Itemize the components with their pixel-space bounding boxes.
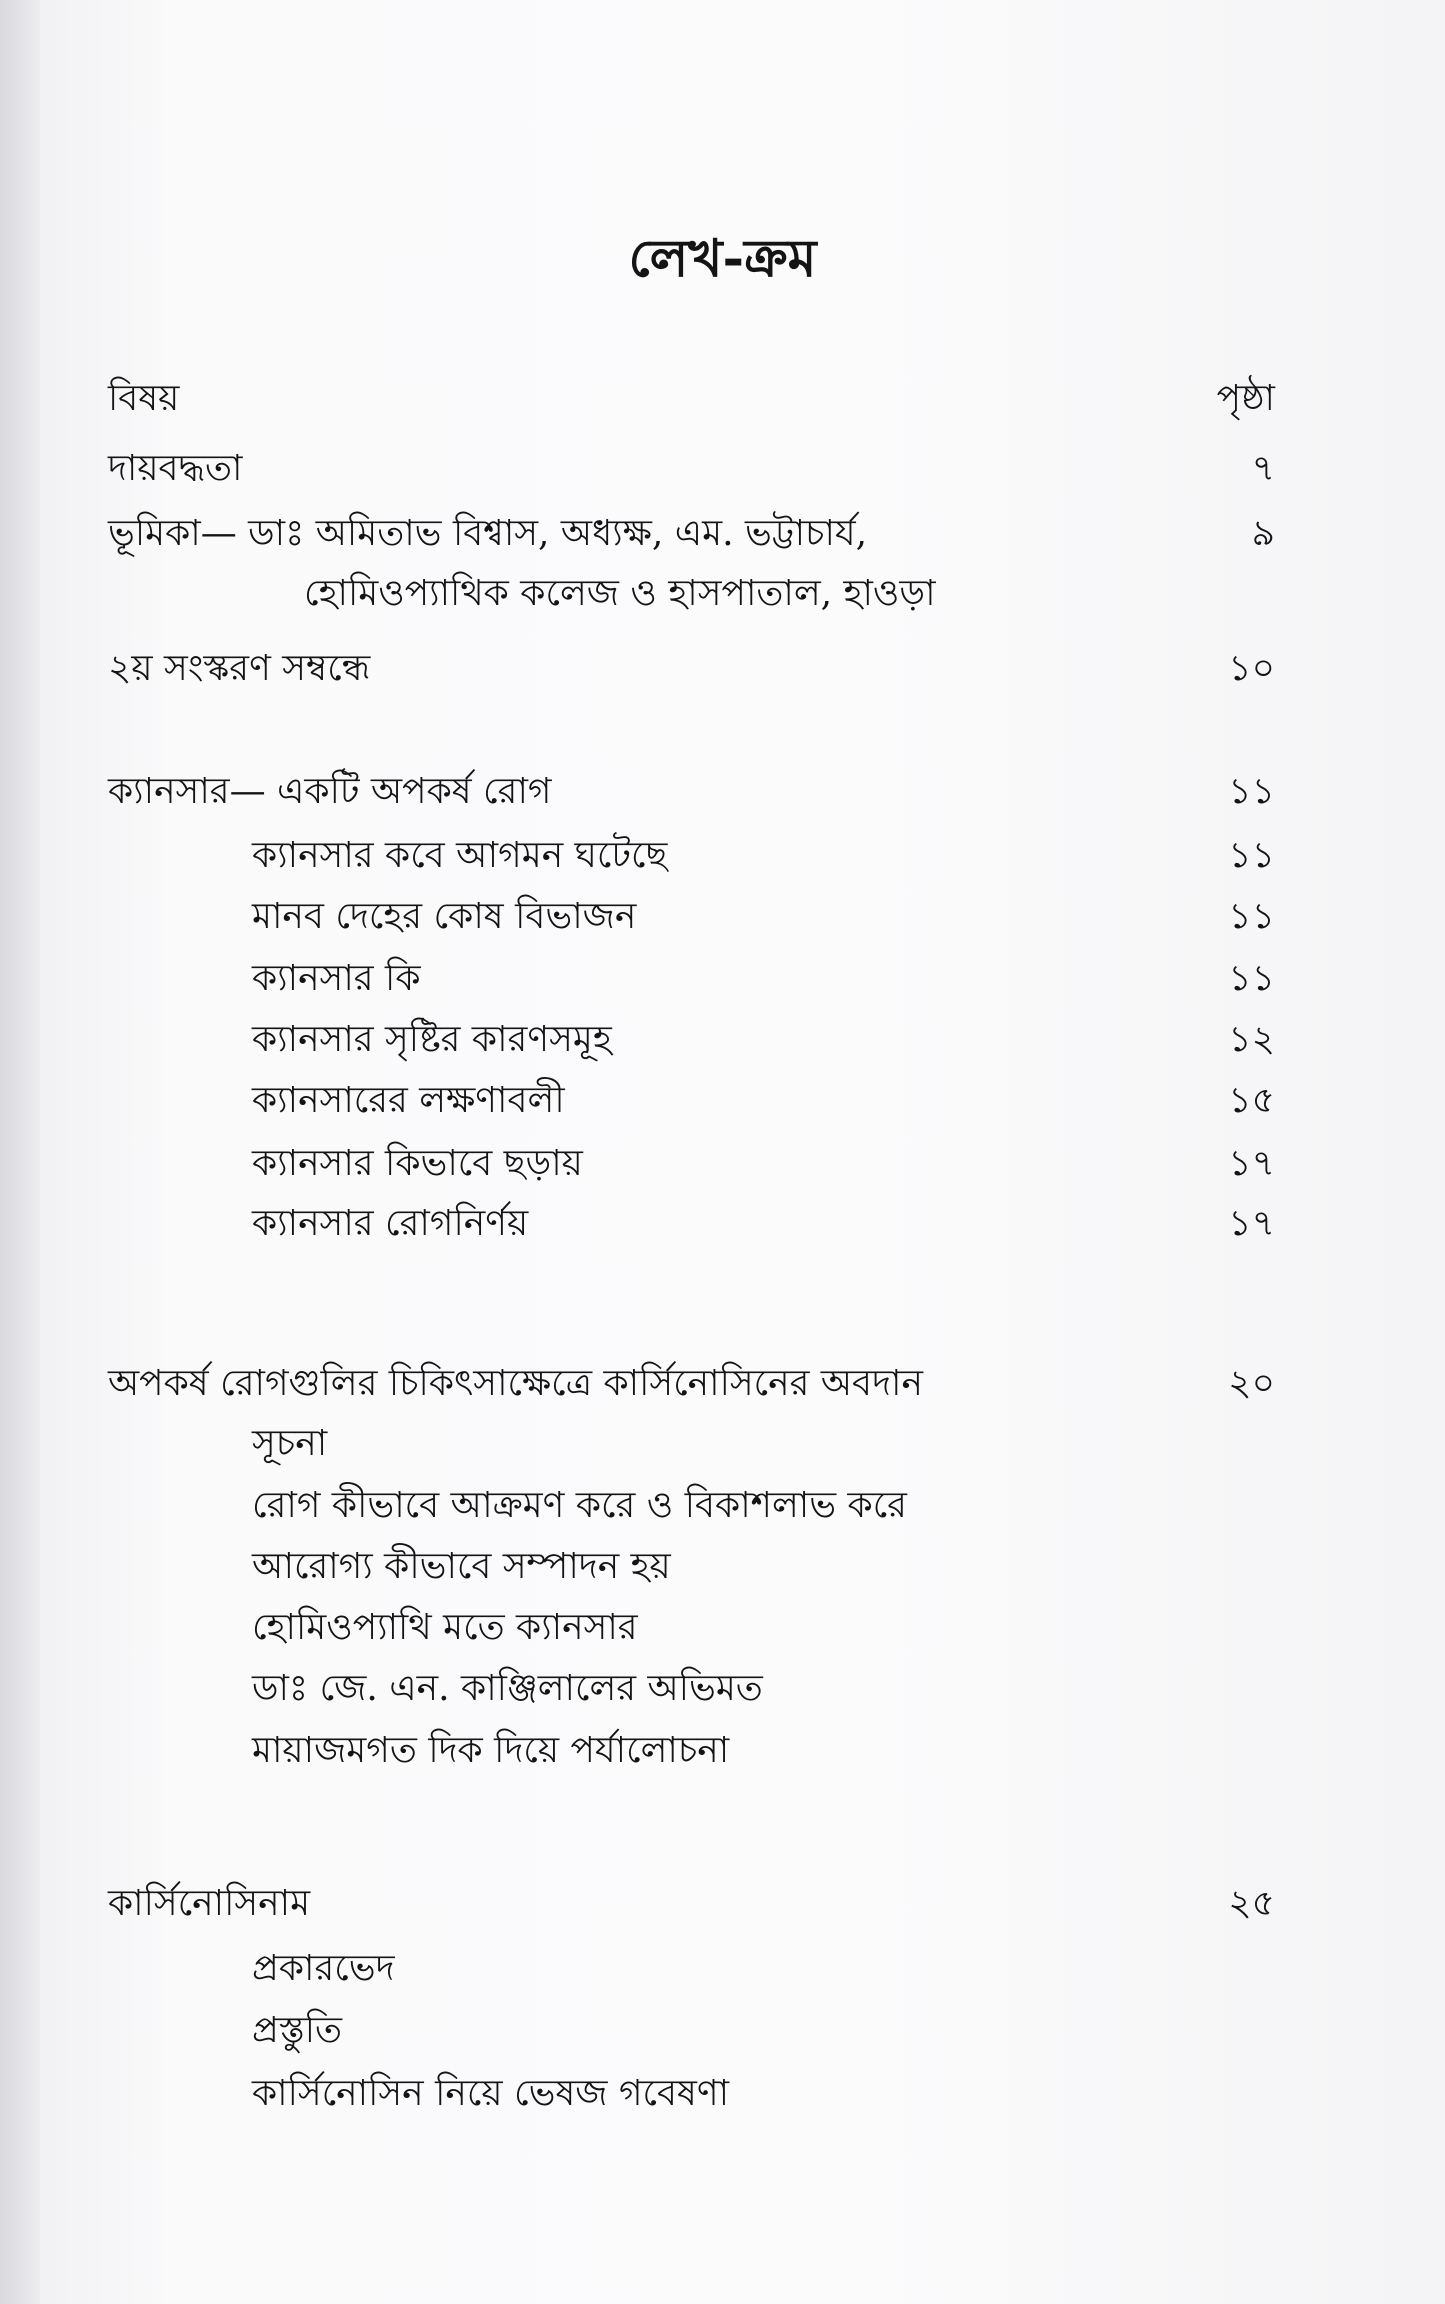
- header-subject: বিষয়: [108, 378, 180, 419]
- toc-subentry: মায়াজমগত দিক দিয়ে পর্যালোচনা: [252, 1730, 730, 1771]
- toc-page-number: ১৭: [1228, 1143, 1275, 1184]
- toc-page-number: ১১: [1228, 771, 1275, 812]
- toc-entry: ভূমিকা— ডাঃ অমিতাভ বিশ্বাস, অধ্যক্ষ, এম. ভট্টাচার্য,: [108, 513, 868, 554]
- page-spine-shadow: [0, 0, 40, 2304]
- toc-page-number: ১০: [1228, 648, 1275, 689]
- toc-page-number: ২০: [1228, 1363, 1275, 1404]
- toc-subentry: কার্সিনোসিন নিয়ে ভেষজ গবেষণা: [252, 2073, 730, 2114]
- toc-page-number: ৯: [1251, 513, 1275, 554]
- toc-page-number: ১১: [1228, 896, 1275, 937]
- toc-page-number: ১৫: [1228, 1080, 1275, 1121]
- toc-page-number: ১২: [1228, 1019, 1275, 1060]
- toc-page-number: ২৫: [1228, 1883, 1275, 1924]
- toc-subentry: আরোগ্য কীভাবে সম্পাদন হয়: [252, 1546, 671, 1587]
- toc-page-number: ১৭: [1228, 1203, 1275, 1244]
- toc-subentry: রোগ কীভাবে আক্রমণ করে ও বিকাশলাভ করে: [252, 1485, 907, 1526]
- toc-section: কার্সিনোসিনাম: [108, 1883, 311, 1924]
- toc-entry: দায়বদ্ধতা: [108, 448, 243, 489]
- toc-subentry: ক্যানসার কিভাবে ছড়ায়: [252, 1143, 583, 1184]
- toc-subentry: প্রস্তুতি: [252, 2010, 343, 2051]
- toc-subentry: ডাঃ জে. এন. কাঞ্জিলালের অভিমত: [252, 1668, 763, 1709]
- toc-subentry: ক্যানসার কবে আগমন ঘটেছে: [252, 835, 668, 876]
- toc-section: ক্যানসার— একটি অপকর্ষ রোগ: [108, 771, 552, 812]
- toc-section: অপকর্ষ রোগগুলির চিকিৎসাক্ষেত্রে কার্সিনোসিনের অবদান: [108, 1363, 923, 1404]
- toc-subentry: প্রকারভেদ: [252, 1948, 395, 1989]
- toc-subentry: হোমিওপ্যাথি মতে ক্যানসার: [252, 1607, 638, 1648]
- toc-subentry: মানব দেহের কোষ বিভাজন: [252, 896, 637, 937]
- toc-page-number: ৭: [1251, 448, 1275, 489]
- toc-subentry: ক্যানসার সৃষ্টির কারণসমূহ: [252, 1019, 612, 1060]
- toc-entry-continuation: হোমিওপ্যাথিক কলেজ ও হাসপাতাল, হাওড়া: [304, 573, 936, 614]
- toc-subentry: ক্যানসার কি: [252, 958, 421, 999]
- toc-subentry: ক্যানসার রোগনির্ণয়: [252, 1203, 529, 1244]
- toc-page-number: ১১: [1228, 958, 1275, 999]
- toc-page-number: ১১: [1228, 835, 1275, 876]
- toc-subentry: ক্যানসারের লক্ষণাবলী: [252, 1080, 565, 1121]
- header-page: পৃষ্ঠা: [1216, 378, 1275, 419]
- toc-subentry: সূচনা: [252, 1423, 328, 1464]
- toc-entry: ২য় সংস্করণ সম্বন্ধে: [108, 648, 371, 689]
- page-title: লেখ-ক্রম: [628, 228, 817, 289]
